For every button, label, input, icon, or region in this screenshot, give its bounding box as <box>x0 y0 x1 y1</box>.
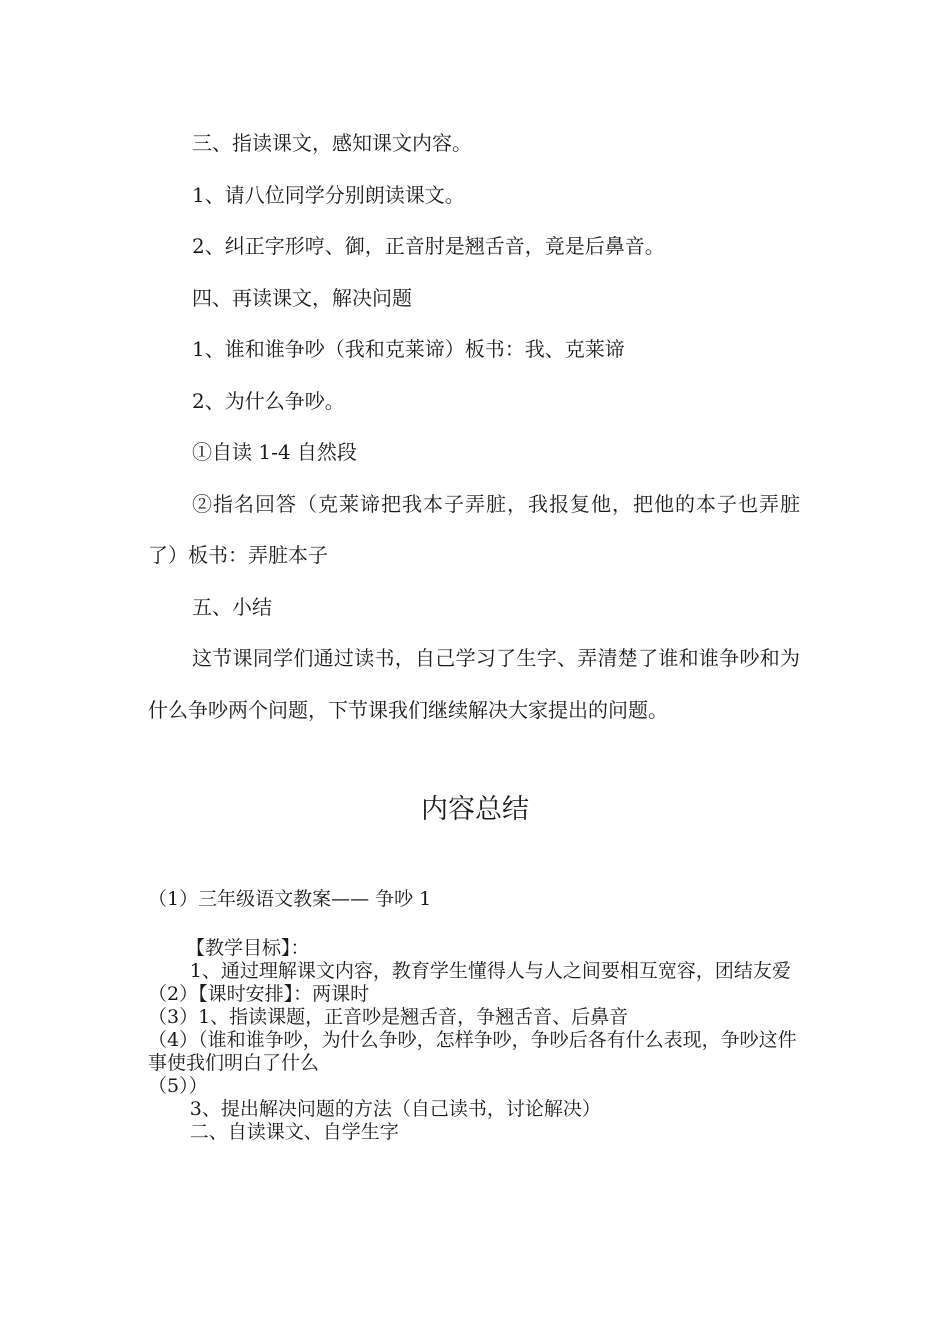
paragraph-section-four: 四、再读课文，解决问题 <box>192 285 412 310</box>
summary-section <box>148 888 800 1144</box>
paragraph-conclusion: 这节课同学们通过读书，自己学习了生字、弄清楚了谁和谁争吵和为什么争吵两个问题，下节课我们继续解决大家提出的问题。 <box>148 646 800 722</box>
paragraph-question-2: 2、为什么争吵。 <box>192 388 345 413</box>
paragraph-section-five: 五、小结 <box>192 594 272 619</box>
summary-line-2: （2）【课时安排】：两课时 <box>148 983 370 1005</box>
summary-title: 内容总结 <box>421 794 529 825</box>
summary-line-method: 3、提出解决问题的方法（自己读书，讨论解决） <box>189 1098 601 1120</box>
lesson-body <box>148 118 800 736</box>
paragraph-step-2: 2、纠正字形哼、御，正音肘是翘舌音，竟是后鼻音。 <box>192 234 665 258</box>
summary-line-self-study: 二、自读课文、自学生字 <box>189 1121 399 1143</box>
summary-line-5: （5）） <box>148 1075 208 1097</box>
summary-line-3: （3）1、指读课题，正音吵是翘舌音，争翘舌音、后鼻音 <box>148 1006 629 1028</box>
summary-line-objectives: 【教学目标】： <box>186 937 310 959</box>
paragraph-answer: ②指名回答（克莱谛把我本子弄脏，我报复他，把他的本子也弄脏了）板书：弄脏本子 <box>148 491 800 567</box>
summary-line-objective-1: 1、通过理解课文内容，教育学生懂得人与人之间要相互宽容，团结友爱 <box>189 960 791 982</box>
summary-line-1: （1）三年级语文教案—— 争吵 1 <box>148 888 432 910</box>
paragraph-self-read: ①自读 1-4 自然段 <box>192 440 357 464</box>
paragraph-step-1: 1、请八位同学分别朗读课文。 <box>192 182 465 207</box>
paragraph-section-three: 三、指读课文，感知课文内容。 <box>192 131 472 155</box>
summary-line-4: （4）（谁和谁争吵，为什么争吵，怎样争吵，争吵后各有什么表现，争吵这件事使我们明白了什么 <box>148 1029 797 1074</box>
paragraph-question-1: 1、谁和谁争吵（我和克莱谛）板书：我、克莱谛 <box>192 337 625 361</box>
